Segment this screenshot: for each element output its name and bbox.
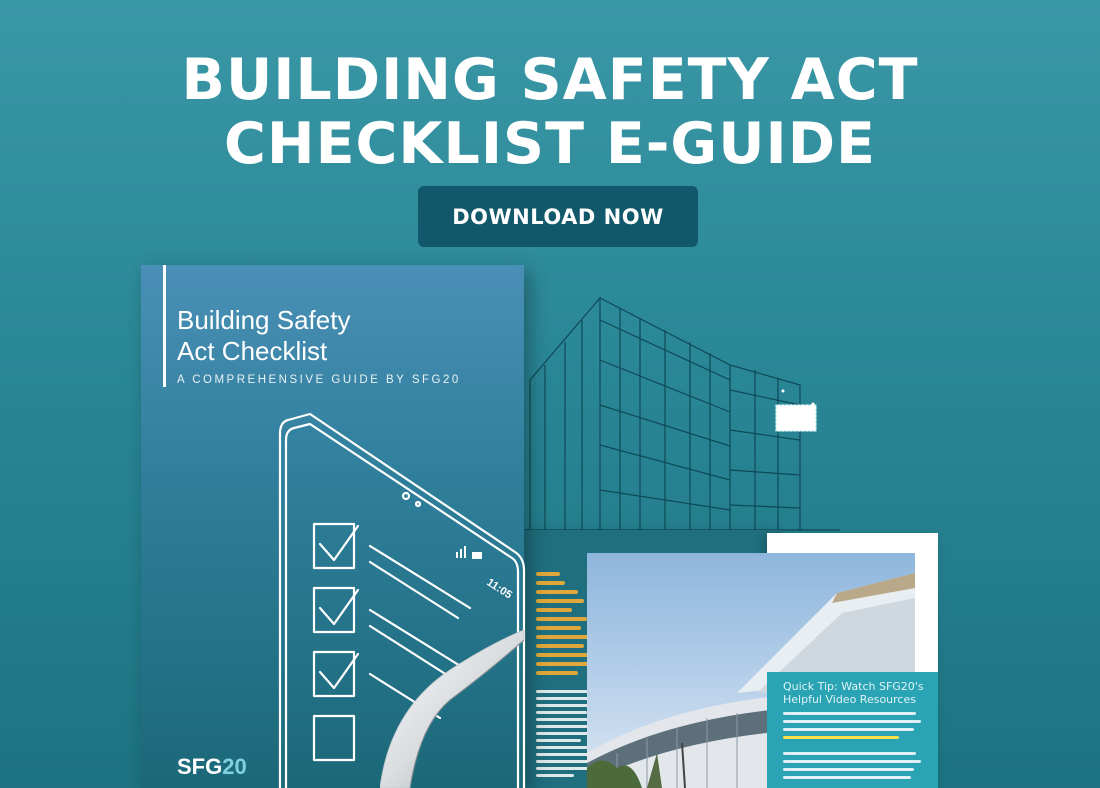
- tip-title-line-1: Quick Tip: Watch SFG20's: [783, 680, 924, 693]
- headline-line-2: CHECKLIST E-GUIDE: [224, 111, 876, 177]
- cover-accent-bar: [163, 265, 166, 387]
- download-now-button[interactable]: DOWNLOAD NOW: [418, 186, 698, 247]
- sfg20-logo: SFG20: [177, 754, 247, 779]
- cover-subtitle: A COMPREHENSIVE GUIDE BY SFG20: [177, 374, 461, 386]
- cover-title-line-2: Act Checklist: [177, 336, 328, 366]
- tablet-clock: 11:05: [484, 576, 514, 602]
- headline-line-1: BUILDING SAFETY ACT: [181, 47, 919, 113]
- page-curl-icon: [380, 630, 530, 788]
- tip-title-line-2: Helpful Video Resources: [783, 693, 916, 706]
- tip-body-lines: [783, 712, 928, 779]
- building-icon: [500, 290, 840, 540]
- headline: [0, 48, 1100, 176]
- quick-tip-box: [767, 672, 938, 788]
- cover-title-line-1: Building Safety: [177, 305, 351, 335]
- cover-title: [177, 305, 350, 367]
